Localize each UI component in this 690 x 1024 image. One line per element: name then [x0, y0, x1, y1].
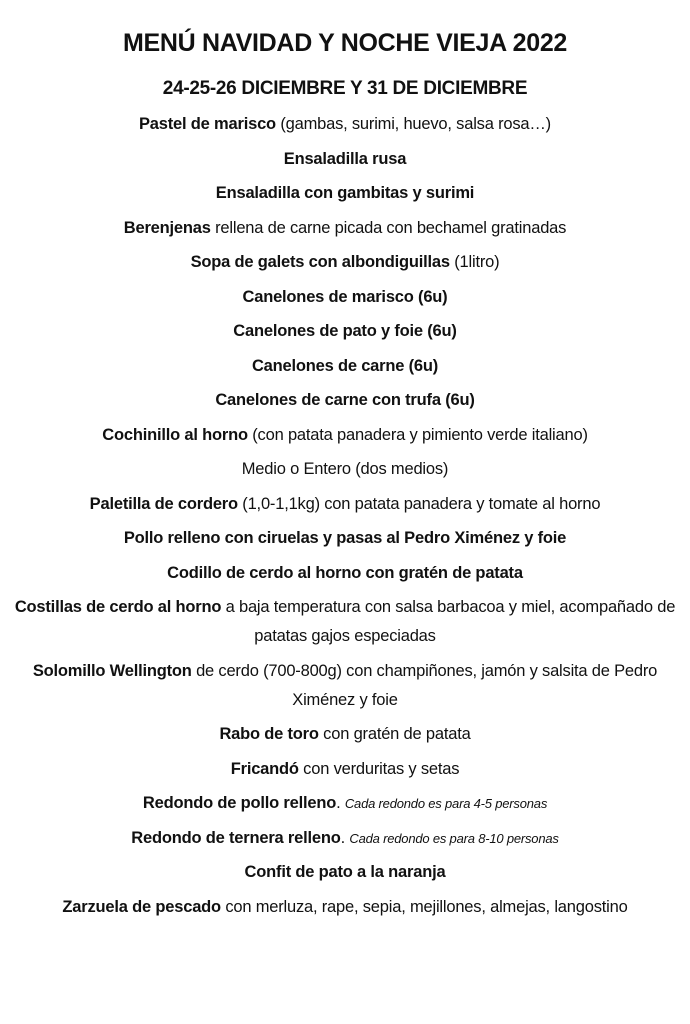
dish-name: Berenjenas — [123, 218, 211, 237]
menu-item — [0, 858, 690, 887]
menu-item — [0, 755, 690, 784]
dish-description: Medio o Entero (dos medios) — [241, 460, 449, 478]
dish-name: Cochinillo al horno — [102, 425, 248, 444]
dish-name: Solomillo Wellington — [32, 661, 192, 680]
menu-item — [0, 593, 690, 651]
dish-name: Zarzuela de pescado — [62, 897, 221, 916]
menu-item-list — [0, 110, 690, 922]
dish-description: con verduritas y setas — [298, 759, 460, 778]
dish-name: Pollo relleno con ciruelas y pasas al Pedro Ximénez y foie — [123, 529, 567, 547]
menu-item — [0, 657, 690, 715]
dish-name: Codillo de cerdo al horno con gratén de patata — [167, 563, 523, 582]
dish-description: (1,0-1,1kg) con patata panadera y tomate al horno — [237, 494, 601, 513]
menu-item — [0, 352, 690, 381]
menu-item — [0, 248, 690, 277]
dish-name: Canelones de marisco (6u) — [242, 287, 448, 306]
dish-description: con merluza, rape, sepia, mejillones, almejas, langostino — [220, 897, 628, 916]
dish-name: Canelones de carne con trufa (6u) — [215, 391, 475, 409]
menu-item — [0, 145, 690, 174]
dish-name: Ensaladilla con gambitas y surimi — [215, 184, 475, 202]
dish-description: (con patata panadera y pimiento verde italiano) — [247, 425, 588, 444]
dish-name: Canelones de carne (6u) — [251, 356, 439, 375]
dish-description: . — [340, 828, 350, 847]
dish-name: Fricandó — [230, 759, 299, 778]
dish-description: (1litro) — [449, 253, 500, 271]
menu-dates: 24-25-26 DICIEMBRE Y 31 DE DICIEMBRE — [162, 78, 528, 99]
dish-note: Cada redondo es para 8-10 personas — [349, 830, 559, 846]
menu-item — [0, 421, 690, 450]
menu-title: MENÚ NAVIDAD Y NOCHE VIEJA 2022 — [122, 29, 568, 57]
menu-item — [0, 490, 690, 519]
dish-name: Pastel de marisco — [139, 115, 276, 133]
menu-item — [0, 789, 690, 818]
dish-name: Confit de pato a la naranja — [244, 863, 446, 881]
dish-name: Redondo de ternera relleno — [131, 828, 341, 847]
menu-item — [0, 893, 690, 922]
dish-description: (gambas, surimi, huevo, salsa rosa…) — [275, 115, 551, 133]
dish-name: Sopa de galets con albondiguillas — [190, 253, 450, 271]
menu-item — [0, 110, 690, 139]
dish-name: Redondo de pollo relleno — [142, 794, 337, 812]
menu-item — [0, 559, 690, 588]
dish-name: Rabo de toro — [219, 725, 319, 743]
dish-description: . — [336, 794, 345, 812]
menu-item — [0, 283, 690, 312]
menu-item — [0, 214, 690, 243]
menu-item — [0, 824, 690, 853]
dish-name: Canelones de pato y foie (6u) — [233, 322, 457, 340]
dish-description: de cerdo (700-800g) con champiñones, jamón y salsita de Pedro Ximénez y foie — [191, 661, 658, 709]
dish-name: Ensaladilla rusa — [283, 149, 407, 168]
dish-description: rellena de carne picada con bechamel gratinadas — [210, 218, 567, 237]
menu-item — [0, 317, 690, 346]
dish-note: Cada redondo es para 4-5 personas — [344, 796, 548, 811]
dish-name: Paletilla de cordero — [89, 494, 238, 513]
dish-description: con gratén de patata — [318, 725, 471, 743]
dish-description: a baja temperatura con salsa barbacoa y miel, acompañado de patatas gajos especiadas — [221, 598, 676, 645]
menu-item — [0, 386, 690, 415]
menu-item — [0, 524, 690, 553]
dish-name: Costillas de cerdo al horno — [14, 598, 222, 616]
menu-item — [0, 720, 690, 749]
menu-item — [0, 455, 690, 484]
menu-item — [0, 179, 690, 208]
